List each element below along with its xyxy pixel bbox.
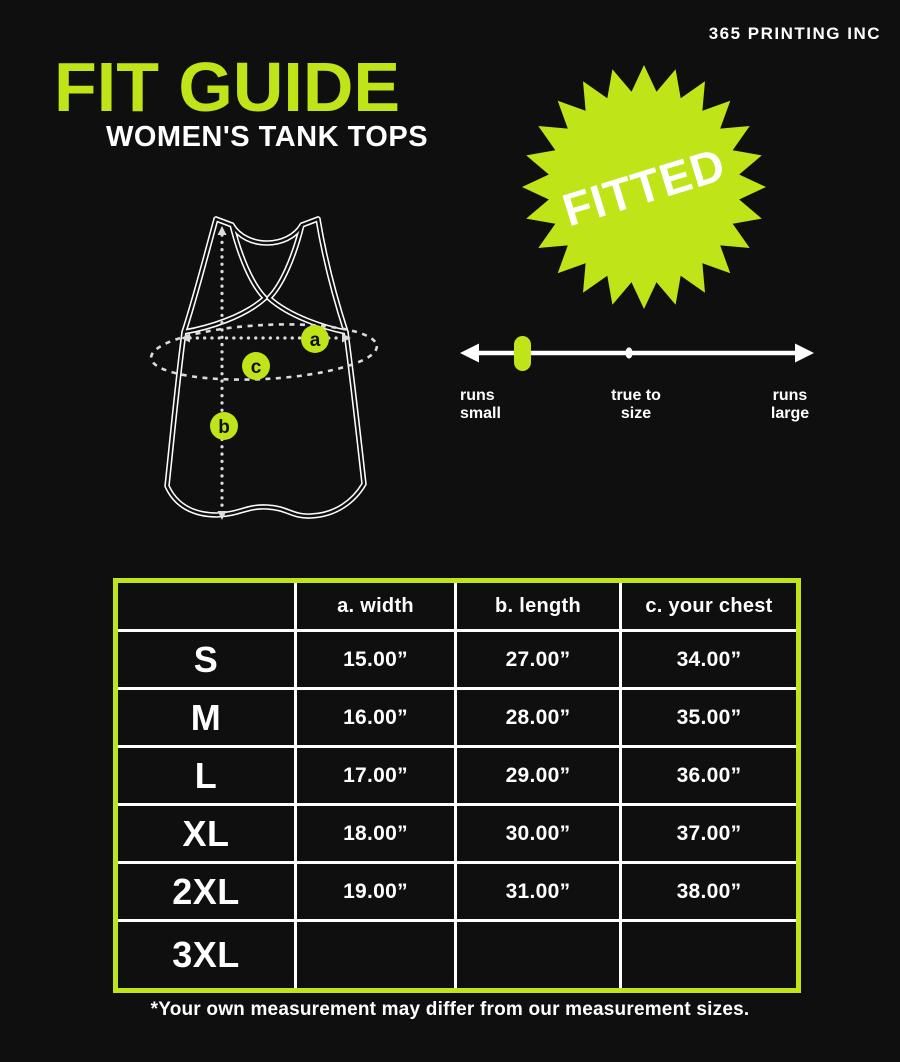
tank-top-diagram [146,205,386,525]
marker-c-label: c [250,357,262,378]
fit-indicator-marker [514,336,531,371]
fitted-badge-label: FITTED [556,137,732,237]
width-cell: 18.00” [296,805,456,863]
length-measure-line [218,226,227,520]
arrow-right-icon [795,344,814,363]
scale-label-runs-small: runs small [460,387,501,422]
marker-c [242,352,270,380]
chest-cell: 38.00” [621,863,799,921]
marker-b [210,412,238,440]
size-cell: L [116,747,296,805]
length-cell: 28.00” [456,689,621,747]
fit-scale [452,325,822,437]
table-row-m [116,689,799,747]
length-cell: 31.00” [456,863,621,921]
arrow-left-icon [460,344,479,363]
table-row-xl [116,805,799,863]
measurement-disclaimer: *Your own measurement may differ from our measurement sizes. [150,999,750,1020]
scale-label-true-to-size: true to size [611,387,661,422]
width-cell: 17.00” [296,747,456,805]
fit-scale-axis [452,325,822,381]
size-chart-table [113,578,801,993]
col-header-length: b. length [456,581,621,631]
table-header-row [116,581,799,631]
size-cell: 2XL [116,863,296,921]
table-row-l [116,747,799,805]
width-cell [296,921,456,991]
marker-a [301,325,329,353]
col-header-size [116,581,296,631]
width-cell: 19.00” [296,863,456,921]
brand-name: 365 PRINTING INC [708,24,881,43]
chest-cell: 35.00” [621,689,799,747]
table-row-3xl [116,921,799,991]
table-row-2xl [116,863,799,921]
size-cell: 3XL [116,921,296,991]
marker-a-label: a [309,330,321,351]
width-cell: 15.00” [296,631,456,689]
chest-cell: 34.00” [621,631,799,689]
size-cell: M [116,689,296,747]
table-row-s [116,631,799,689]
chest-cell: 37.00” [621,805,799,863]
length-cell [456,921,621,991]
scale-label-runs-large: runs large [770,387,810,422]
size-cell: S [116,631,296,689]
page-subtitle: WOMEN'S TANK TOPS [106,121,429,153]
length-cell: 29.00” [456,747,621,805]
true-to-size-tick [625,347,632,358]
marker-b-label: b [218,417,230,438]
chest-cell [621,921,799,991]
col-header-chest: c. your chest [621,581,799,631]
col-header-width: a. width [296,581,456,631]
width-cell: 16.00” [296,689,456,747]
chest-cell: 36.00” [621,747,799,805]
page-title: FIT GUIDE [54,48,401,126]
size-cell: XL [116,805,296,863]
length-cell: 27.00” [456,631,621,689]
length-cell: 30.00” [456,805,621,863]
fitted-badge [519,62,769,312]
